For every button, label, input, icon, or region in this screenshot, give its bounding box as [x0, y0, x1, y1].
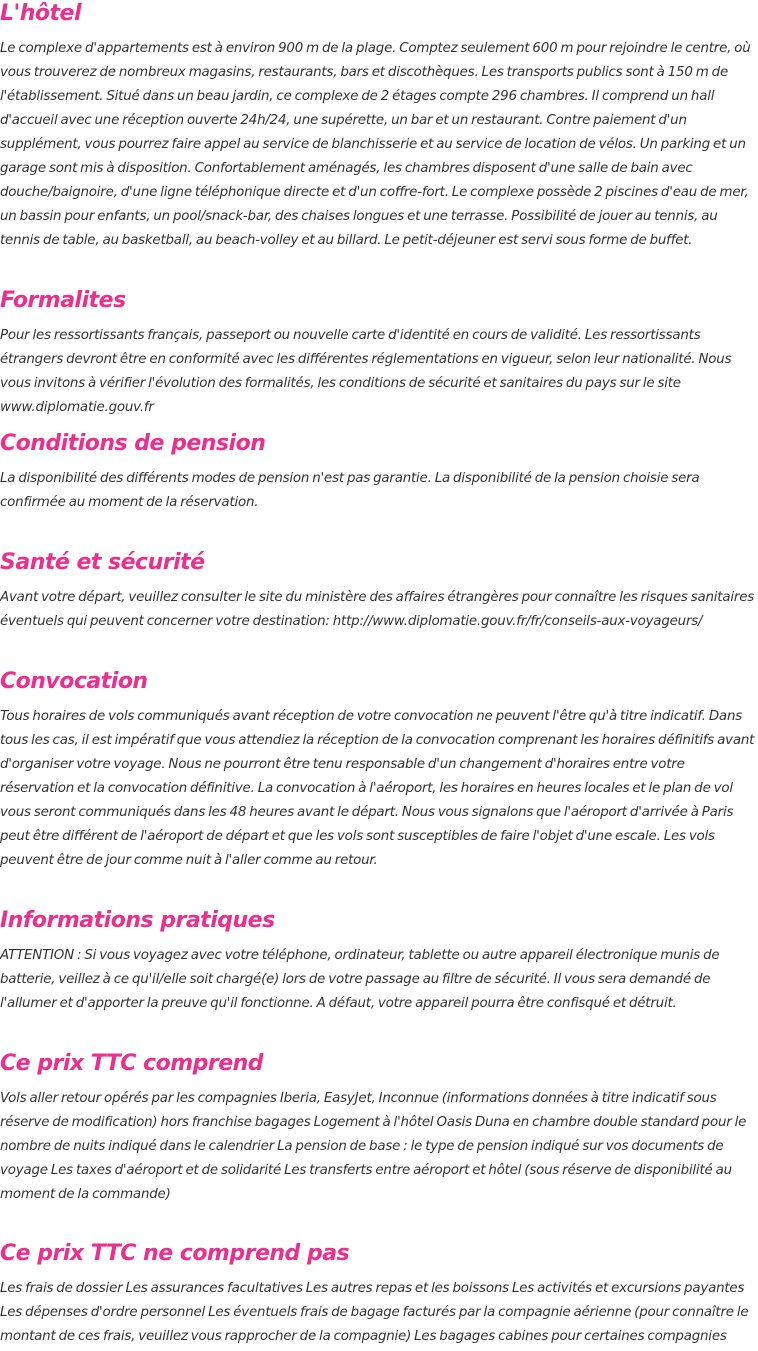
- section-text-prix-ne-comprend-pas: Les frais de dossier Les assurances facultatives Les autres repas et les boissons Les activités et excursions payantes Les dépenses d'ordre personnel Les éventuels frais de bagage facturés par la compagnie aérienne (pour connaître le montant de ces frais, veuillez vous rapprocher de la compagnie) Les bagages cabines pour certaines compagnies: [0, 1281, 749, 1344]
- section-informations-pratiques: [0, 908, 758, 1016]
- section-title-prix-ne-comprend-pas: Ce prix TTC ne comprend pas: [0, 1241, 350, 1266]
- section-prix-ne-comprend-pas: [0, 1241, 758, 1349]
- section-text-prix-comprend: Vols aller retour opérés par les compagnies Iberia, EasyJet, Inconnue (informations données à titre indicatif sous réserve de modification) hors franchise bagages Logement à l'hôtel Oasis Duna en chambre double standard pour le nombre de nuits indiqué dans le calendrier La pension de base : le type de pension indiqué sur vos documents de voyage Les taxes d'aéroport et de solidarité Les transferts entre aéroport et hôtel (sous réserve de disponibilité au moment de la commande): [0, 1091, 747, 1202]
- section-title-informations-pratiques: Informations pratiques: [0, 908, 275, 933]
- section-text-informations-pratiques: ATTENTION : Si vous voyagez avec votre téléphone, ordinateur, tablette ou autre appareil électronique munis de batterie, veillez à ce qu'il/elle soit chargé(e) lors de votre passage au filtre de sécurité. Il vous sera demandé de l'allumer et d'apporter la preuve qu'il fonctionne. A défaut, votre appareil pourra être confisqué et détruit.: [0, 948, 720, 1011]
- section-title-conditions-pension: Conditions de pension: [0, 431, 266, 456]
- section-title-prix-comprend: Ce prix TTC comprend: [0, 1051, 264, 1076]
- section-text-formalites: Pour les ressortissants français, passeport ou nouvelle carte d'identité en cours de validité. Les ressortissants étrangers devront être en conformité avec les différentes réglementations en vigueur, selon leur nationalité. Nous vous invitons à vérifier l'évolution des formalités, les conditions de sécurité et sanitaires du pays sur le site www.diplomatie.gouv.fr: [0, 328, 732, 415]
- section-prix-comprend: [0, 1051, 758, 1207]
- section-hotel: [0, 1, 758, 253]
- section-formalites: [0, 288, 758, 420]
- section-text-sante-securite: Avant votre départ, veuillez consulter le site du ministère des affaires étrangères pour connaître les risques sanitaires éventuels qui peuvent concerner votre destination: http://www.diplomatie.gouv.fr/fr/conseils-aux-voyageurs/: [0, 590, 755, 629]
- section-title-hotel: L'hôtel: [0, 1, 82, 26]
- section-text-hotel: Le complexe d'appartements est à environ 900 m de la plage. Comptez seulement 600 m pour rejoindre le centre, où vous trouverez de nombreux magasins, restaurants, bars et discothèques. Les transports publics sont à 150 m de l'établissement. Situé dans un beau jardin, ce complexe de 2 étages compte 296 chambres. Il comprend un hall d'accueil avec une réception ouverte 24h/24, une supérette, un bar et un restaurant. Contre paiement d'un supplément, vous pourrez faire appel au service de blanchisserie et au service de location de vélos. Un parking et un garage sont mis à disposition. Confortablement aménagés, les chambres disposent d'une salle de bain avec douche/baignoire, d'une ligne téléphonique directe et d'un coffre-fort. Le complexe possède 2 piscines d'eau de mer, un bassin pour enfants, un pool/snack-bar, des chaises longues et une terrasse. Possibilité de jouer au tennis, au tennis de table, au basketball, au beach-volley et au billard. Le petit-déjeuner est servi sous forme de buffet.: [0, 41, 751, 248]
- section-title-convocation: Convocation: [0, 669, 148, 694]
- section-title-sante-securite: Santé et sécurité: [0, 550, 205, 575]
- section-text-conditions-pension: La disponibilité des différents modes de pension n'est pas garantie. La disponibilité de la pension choisie sera confirmée au moment de la réservation.: [0, 471, 700, 510]
- section-conditions-pension: [0, 431, 758, 515]
- section-convocation: [0, 669, 758, 873]
- section-title-formalites: Formalites: [0, 288, 126, 313]
- section-sante-securite: [0, 550, 758, 634]
- section-text-convocation: Tous horaires de vols communiqués avant réception de votre convocation ne peuvent l'être qu'à titre indicatif. Dans tous les cas, il est impératif que vous attendiez la réception de la convocation comprenant les horaires définitifs avant d'organiser votre voyage. Nous ne pourront être tenu responsable d'un changement d'horaires entre votre réservation et la convocation définitive. La convocation à l'aéroport, les horaires en heures locales et le plan de vol vous seront communiqués dans les 48 heures avant le départ. Nous vous signalons que l'aéroport d'arrivée à Paris peut être différent de l'aéroport de départ et que les vols sont susceptibles de faire l'objet d'une escale. Les vols peuvent être de jour comme nuit à l'aller comme au retour.: [0, 709, 755, 868]
